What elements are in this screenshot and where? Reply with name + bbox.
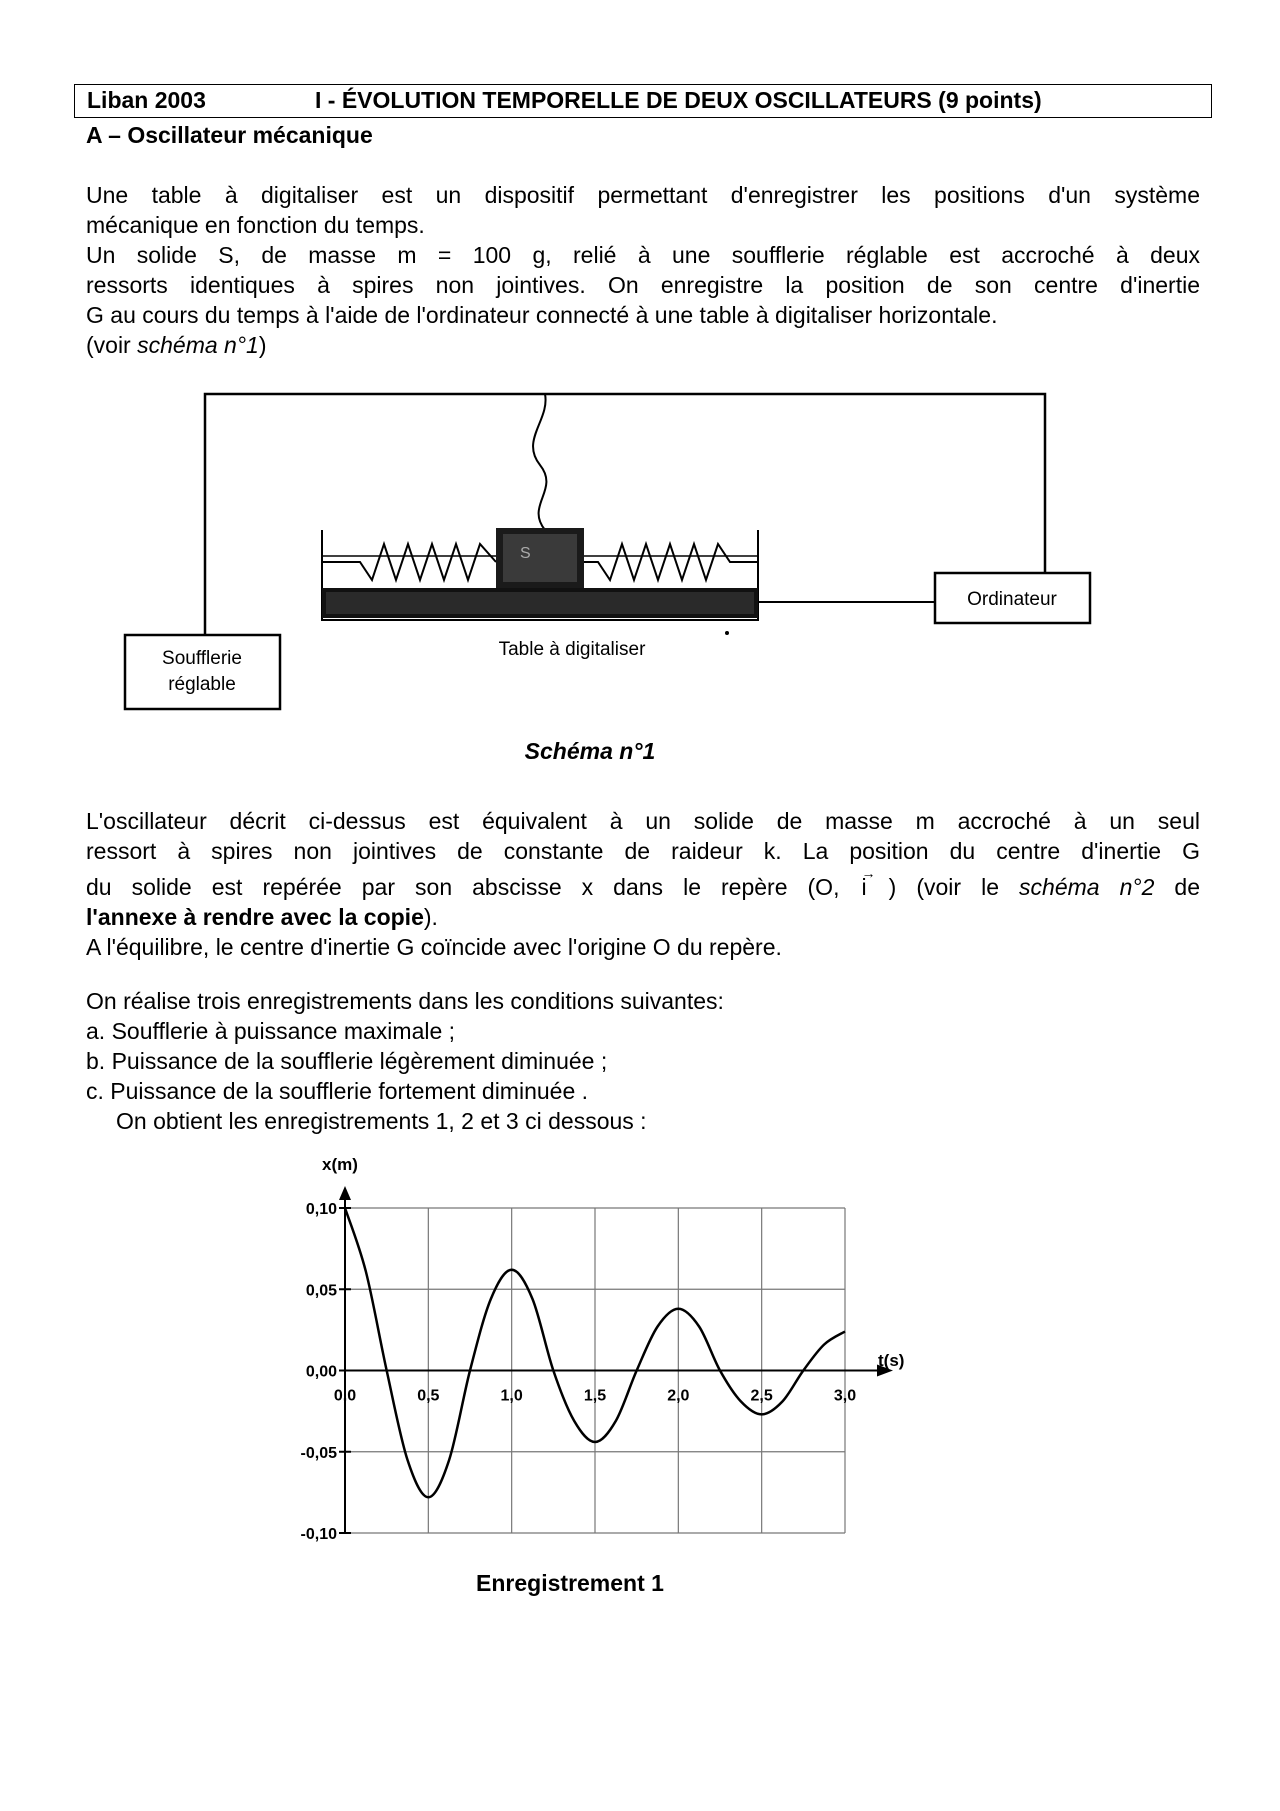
- model-line-2: ressort à spires non jointives de constante de raideur k. La position du centre d'inertie G: [86, 838, 1200, 864]
- right-spring: [584, 544, 758, 580]
- intro-line-3: Un solide S, de masse m = 100 g, relié à une soufflerie réglable est accroché à deux: [86, 242, 1200, 268]
- model-line-4: l'annexe à rendre avec la copie).: [86, 904, 438, 930]
- intro-line-4: ressorts identiques à spires non jointives. On enregistre la position de son centre d'inertie: [86, 272, 1200, 298]
- schema-2-ref: schéma n°2: [1019, 874, 1155, 900]
- y-axis-label: x(m): [322, 1155, 358, 1174]
- conditions-line-5: On obtient les enregistrements 1, 2 et 3 ci dessous :: [116, 1108, 647, 1134]
- x-axis-label: t(s): [878, 1351, 905, 1370]
- ordinateur-label: Ordinateur: [967, 589, 1057, 610]
- annex-ref: l'annexe à rendre avec la copie: [86, 904, 424, 930]
- conditions-line-1: On réalise trois enregistrements dans les conditions suivantes:: [86, 988, 724, 1014]
- x-tick-label: 1,0: [500, 1387, 523, 1405]
- schema-1-diagram: [0, 380, 1280, 720]
- section-a-title: A – Oscillateur mécanique: [86, 122, 373, 148]
- x-tick-label: 0,0: [333, 1387, 357, 1405]
- unit-vector-i: → i: [860, 872, 869, 902]
- y-tick-label: 0,10: [305, 1201, 337, 1218]
- left-spring: [322, 544, 496, 580]
- enregistrement-1-chart: [270, 1148, 930, 1568]
- intro-paragraph: [86, 180, 1200, 360]
- soufflerie-box: [125, 635, 280, 709]
- solid-s-label: S: [520, 545, 531, 562]
- model-line-3: du solide est repérée par son abscisse x dans le repère (O, → i ) (voir le schéma n°2 de: [86, 872, 1200, 902]
- intro-line-6: (voir schéma n°1): [86, 332, 267, 358]
- y-tick-label: -0,10: [300, 1526, 337, 1543]
- x-tick-label: 2,0: [667, 1387, 690, 1405]
- condition-a: a. Soufflerie à puissance maximale ;: [86, 1018, 456, 1044]
- exercise-header: [74, 84, 1212, 118]
- intro-line-2: mécanique en fonction du temps.: [86, 212, 425, 238]
- schema-ref: schéma n°1: [137, 332, 259, 358]
- y-tick-label: -0,05: [300, 1444, 337, 1462]
- x-tick-label: 3,0: [833, 1387, 857, 1405]
- x-tick-label: 2,5: [750, 1387, 773, 1405]
- soufflerie-label-1: Soufflerie: [162, 648, 242, 669]
- chart-caption: Enregistrement 1: [476, 1570, 664, 1596]
- chart-tick-labels: [301, 1201, 857, 1543]
- model-line-1: L'oscillateur décrit ci-dessus est équivalent à un solide de masse m accroché à un seul: [86, 808, 1200, 834]
- schema-1-caption: Schéma n°1: [524, 738, 656, 764]
- exercise-title: I - ÉVOLUTION TEMPORELLE DE DEUX OSCILLATEURS (9 points): [315, 87, 1042, 113]
- intro-line-5: G au cours du temps à l'aide de l'ordinateur connecté à une table à digitaliser horizontale.: [86, 302, 998, 328]
- conditions-paragraph: [86, 986, 1200, 1136]
- y-axis-arrow: [339, 1186, 351, 1200]
- x-tick-label: 1,5: [583, 1387, 607, 1405]
- y-tick-label: 0,05: [305, 1282, 337, 1300]
- condition-b: b. Puissance de la soufflerie légèrement diminuée ;: [86, 1048, 608, 1074]
- y-tick-label: 0,00: [305, 1363, 337, 1381]
- intro-line-1: Une table à digitaliser est un dispositif permettant d'enregistrer les positions d'un système: [86, 182, 1200, 208]
- table-label: Table à digitaliser: [498, 639, 646, 660]
- soufflerie-label-2: réglable: [168, 674, 236, 695]
- model-paragraph: [86, 806, 1200, 962]
- x-tick-label: 0,5: [417, 1387, 440, 1405]
- model-line-5: A l'équilibre, le centre d'inertie G coïncide avec l'origine O du repère.: [86, 934, 782, 960]
- exam-year: Liban 2003: [87, 87, 206, 113]
- condition-c: c. Puissance de la soufflerie fortement diminuée .: [86, 1078, 589, 1104]
